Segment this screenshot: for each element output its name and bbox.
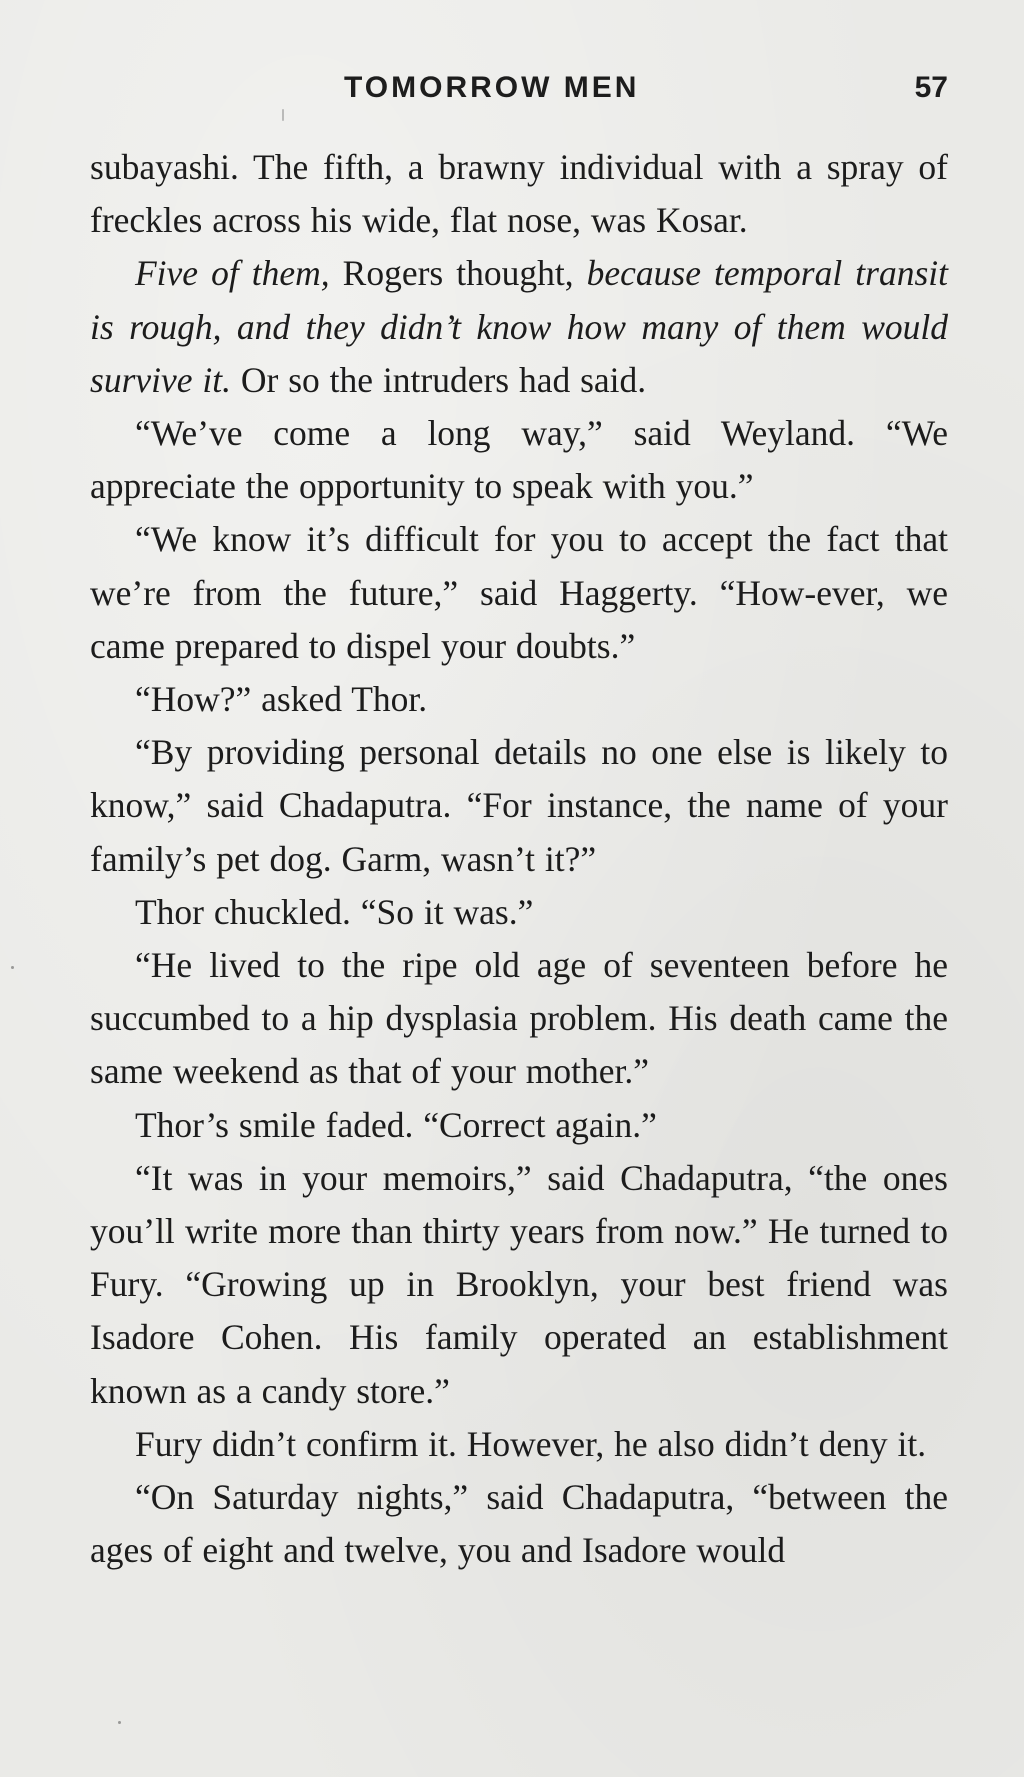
body-text — [90, 141, 948, 1577]
italic-text: Five of them, — [135, 253, 330, 294]
paragraph: Thor chuckled. “So it was.” — [135, 891, 534, 932]
italic-text: because temporal transit is rough, and they didn’t know how many of them would survive it. — [90, 253, 948, 400]
paragraph: “How?” asked Thor. — [135, 679, 428, 720]
paragraph: “He lived to the ripe old age of seventeen before he succumbed to a hip dysplasia problem. His death came the same weekend as that of your mother.” — [90, 945, 948, 1092]
roman-text: Rogers thought, — [329, 253, 587, 294]
paragraph-italic-thought — [90, 247, 948, 407]
scan-speck — [11, 966, 14, 969]
running-head: TOMORROW MEN — [344, 71, 640, 104]
scan-speck — [282, 109, 284, 121]
paragraph: “We’ve come a long way,” said Weyland. “We appreciate the opportunity to speak with you.” — [90, 413, 948, 507]
paragraph: “On Saturday nights,” said Chadaputra, “between the ages of eight and twelve, you and Isadore would — [90, 1477, 948, 1571]
scan-speck — [118, 1721, 121, 1724]
paragraph: Thor’s smile faded. “Correct again.” — [135, 1104, 657, 1145]
paragraph: “By providing personal details no one else is likely to know,” said Chadaputra. “For instance, the name of your family’s pet dog. Garm, wasn’t it?” — [90, 732, 948, 879]
paragraph: subayashi. The fifth, a brawny individual with a spray of freckles across his wide, flat nose, was Kosar. — [90, 147, 948, 241]
roman-text: Or so the intruders had said. — [231, 359, 647, 400]
page-number: 57 — [914, 71, 948, 104]
paragraph: Fury didn’t confirm it. However, he also didn’t deny it. — [135, 1423, 927, 1464]
paragraph: “We know it’s difficult for you to accept the fact that we’re from the future,” said Haggerty. “How-ever, we came prepared to dispel your doubts.” — [90, 519, 948, 666]
page-header — [0, 66, 1024, 110]
paragraph: “It was in your memoirs,” said Chadaputra, “the ones you’ll write more than thirty years from now.” He turned to Fury. “Growing up in Brooklyn, your best friend was Isadore Cohen. His family operated an establishment known as a candy store.” — [90, 1157, 948, 1411]
